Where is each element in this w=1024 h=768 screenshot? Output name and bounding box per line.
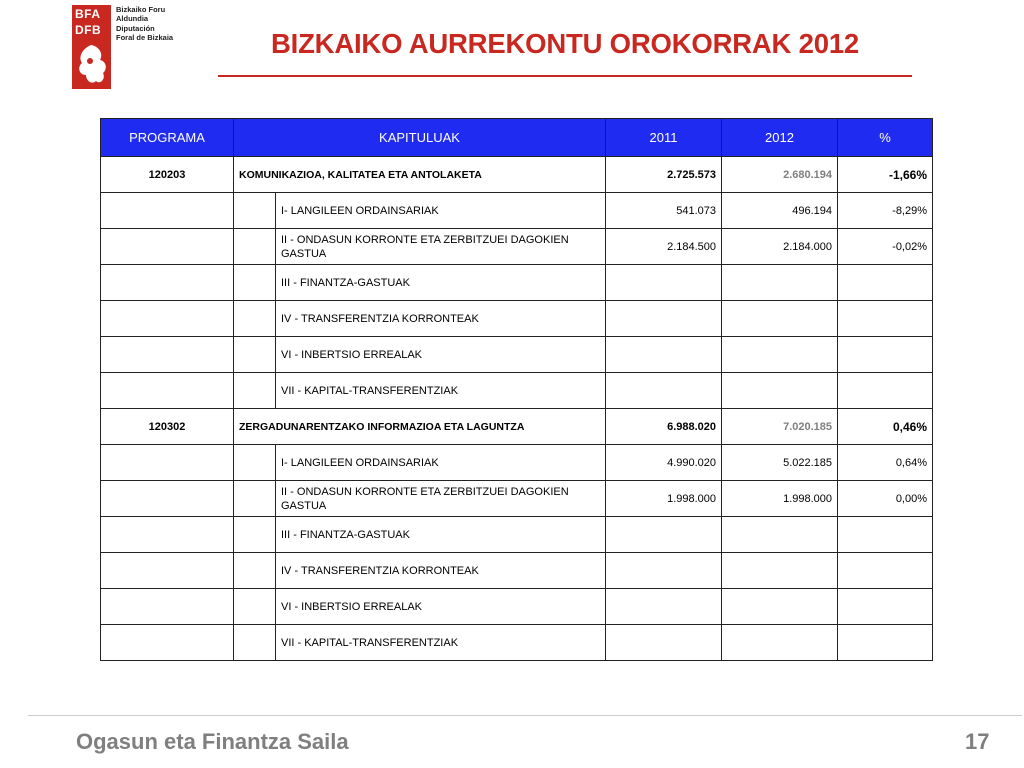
empty-program-cell xyxy=(101,373,234,409)
chapter-label: VII - KAPITAL-TRANSFERENTZIAK xyxy=(276,625,606,661)
empty-indent-cell xyxy=(234,553,276,589)
chapter-2011: 1.998.000 xyxy=(606,481,722,517)
logo-name-line: Diputación xyxy=(116,24,155,34)
chapter-2011 xyxy=(606,337,722,373)
empty-indent-cell xyxy=(234,229,276,265)
chapter-percent: 0,00% xyxy=(838,481,933,517)
program-name: ZERGADUNARENTZAKO INFORMAZIOA ETA LAGUNTZA xyxy=(234,409,606,445)
empty-program-cell xyxy=(101,229,234,265)
empty-indent-cell xyxy=(234,337,276,373)
chapter-2011 xyxy=(606,553,722,589)
chapter-2012 xyxy=(722,265,838,301)
page-number: 17 xyxy=(965,729,990,754)
chapter-percent xyxy=(838,265,933,301)
chapter-percent: -8,29% xyxy=(838,193,933,229)
empty-indent-cell xyxy=(234,517,276,553)
chapter-label: II - ONDASUN KORRONTE ETA ZERBITZUEI DAGOKIEN GASTUA xyxy=(276,481,606,517)
program-2011: 6.988.020 xyxy=(606,409,722,445)
empty-program-cell xyxy=(101,301,234,337)
chapter-2011 xyxy=(606,265,722,301)
chapter-row xyxy=(101,481,933,517)
chapter-row xyxy=(101,337,933,373)
chapter-percent xyxy=(838,301,933,337)
chapter-percent: 0,64% xyxy=(838,445,933,481)
logo xyxy=(72,5,182,90)
chapter-row xyxy=(101,265,933,301)
chapter-2012 xyxy=(722,589,838,625)
chapter-label: IV - TRANSFERENTZIA KORRONTEAK xyxy=(276,553,606,589)
chapter-2012: 496.194 xyxy=(722,193,838,229)
logo-abbr-bfa: BFA xyxy=(75,7,101,21)
program-percent: 0,46% xyxy=(838,409,933,445)
chapter-2012 xyxy=(722,373,838,409)
empty-indent-cell xyxy=(234,445,276,481)
program-2012: 2.680.194 xyxy=(722,157,838,193)
program-code: 120302 xyxy=(101,409,234,445)
chapter-percent xyxy=(838,589,933,625)
oak-leaf-icon xyxy=(74,41,109,87)
program-name: KOMUNIKAZIOA, KALITATEA ETA ANTOLAKETA xyxy=(234,157,606,193)
chapter-row xyxy=(101,517,933,553)
logo-mark xyxy=(72,5,111,89)
empty-program-cell xyxy=(101,193,234,229)
page-title: BIZKAIKO AURREKONTU OROKORRAK 2012 xyxy=(270,28,860,59)
chapter-percent xyxy=(838,337,933,373)
header-2011: 2011 xyxy=(606,119,722,157)
header-percent: % xyxy=(838,119,933,157)
program-row xyxy=(101,157,933,193)
chapter-2011 xyxy=(606,373,722,409)
program-code: 120203 xyxy=(101,157,234,193)
program-2011: 2.725.573 xyxy=(606,157,722,193)
chapter-percent xyxy=(838,517,933,553)
empty-indent-cell xyxy=(234,193,276,229)
chapter-2011 xyxy=(606,625,722,661)
logo-name-line: Aldundia xyxy=(116,13,149,23)
chapter-2012 xyxy=(722,337,838,373)
chapter-label: I- LANGILEEN ORDAINSARIAK xyxy=(276,445,606,481)
empty-program-cell xyxy=(101,445,234,481)
table-header-row xyxy=(101,119,933,157)
chapter-row xyxy=(101,193,933,229)
program-row xyxy=(101,409,933,445)
chapter-row xyxy=(101,589,933,625)
chapter-label: III - FINANTZA-GASTUAK xyxy=(276,265,606,301)
header-2012: 2012 xyxy=(722,119,838,157)
empty-indent-cell xyxy=(234,625,276,661)
logo-names xyxy=(116,6,173,42)
chapter-2012 xyxy=(722,517,838,553)
title-underline xyxy=(218,75,912,77)
empty-program-cell xyxy=(101,553,234,589)
chapter-row xyxy=(101,553,933,589)
chapter-2011: 4.990.020 xyxy=(606,445,722,481)
chapter-label: VII - KAPITAL-TRANSFERENTZIAK xyxy=(276,373,606,409)
chapter-2011: 2.184.500 xyxy=(606,229,722,265)
logo-name-line: Foral de Bizkaia xyxy=(116,32,174,42)
empty-program-cell xyxy=(101,337,234,373)
chapter-label: II - ONDASUN KORRONTE ETA ZERBITZUEI DAGOKIEN GASTUA xyxy=(276,229,606,265)
empty-program-cell xyxy=(101,265,234,301)
chapter-2012: 2.184.000 xyxy=(722,229,838,265)
chapter-label: VI - INBERTSIO ERREALAK xyxy=(276,337,606,373)
chapter-percent: -0,02% xyxy=(838,229,933,265)
empty-indent-cell xyxy=(234,301,276,337)
footer-department: Ogasun eta Finantza Saila xyxy=(76,729,349,754)
empty-indent-cell xyxy=(234,589,276,625)
empty-indent-cell xyxy=(234,373,276,409)
chapter-row xyxy=(101,445,933,481)
empty-indent-cell xyxy=(234,481,276,517)
chapter-label: I- LANGILEEN ORDAINSARIAK xyxy=(276,193,606,229)
footer-divider xyxy=(28,715,1022,716)
chapter-2011 xyxy=(606,517,722,553)
program-percent: -1,66% xyxy=(838,157,933,193)
program-2012: 7.020.185 xyxy=(722,409,838,445)
chapter-row xyxy=(101,373,933,409)
logo-abbr-dfb: DFB xyxy=(75,23,102,37)
empty-indent-cell xyxy=(234,265,276,301)
chapter-2012 xyxy=(722,301,838,337)
empty-program-cell xyxy=(101,589,234,625)
empty-program-cell xyxy=(101,625,234,661)
logo-name-line: Bizkaiko Foru xyxy=(116,5,166,14)
chapter-percent xyxy=(838,625,933,661)
budget-table xyxy=(100,118,933,661)
empty-program-cell xyxy=(101,517,234,553)
chapter-2012 xyxy=(722,553,838,589)
chapter-percent xyxy=(838,373,933,409)
chapter-2011 xyxy=(606,589,722,625)
chapter-2011 xyxy=(606,301,722,337)
header-programa: PROGRAMA xyxy=(101,119,234,157)
chapter-row xyxy=(101,301,933,337)
chapter-2012 xyxy=(722,625,838,661)
header-kapituluak: KAPITULUAK xyxy=(234,119,606,157)
chapter-2012: 5.022.185 xyxy=(722,445,838,481)
chapter-label: IV - TRANSFERENTZIA KORRONTEAK xyxy=(276,301,606,337)
chapter-2011: 541.073 xyxy=(606,193,722,229)
empty-program-cell xyxy=(101,481,234,517)
chapter-percent xyxy=(838,553,933,589)
chapter-2012: 1.998.000 xyxy=(722,481,838,517)
chapter-label: III - FINANTZA-GASTUAK xyxy=(276,517,606,553)
chapter-row xyxy=(101,229,933,265)
chapter-row xyxy=(101,625,933,661)
chapter-label: VI - INBERTSIO ERREALAK xyxy=(276,589,606,625)
